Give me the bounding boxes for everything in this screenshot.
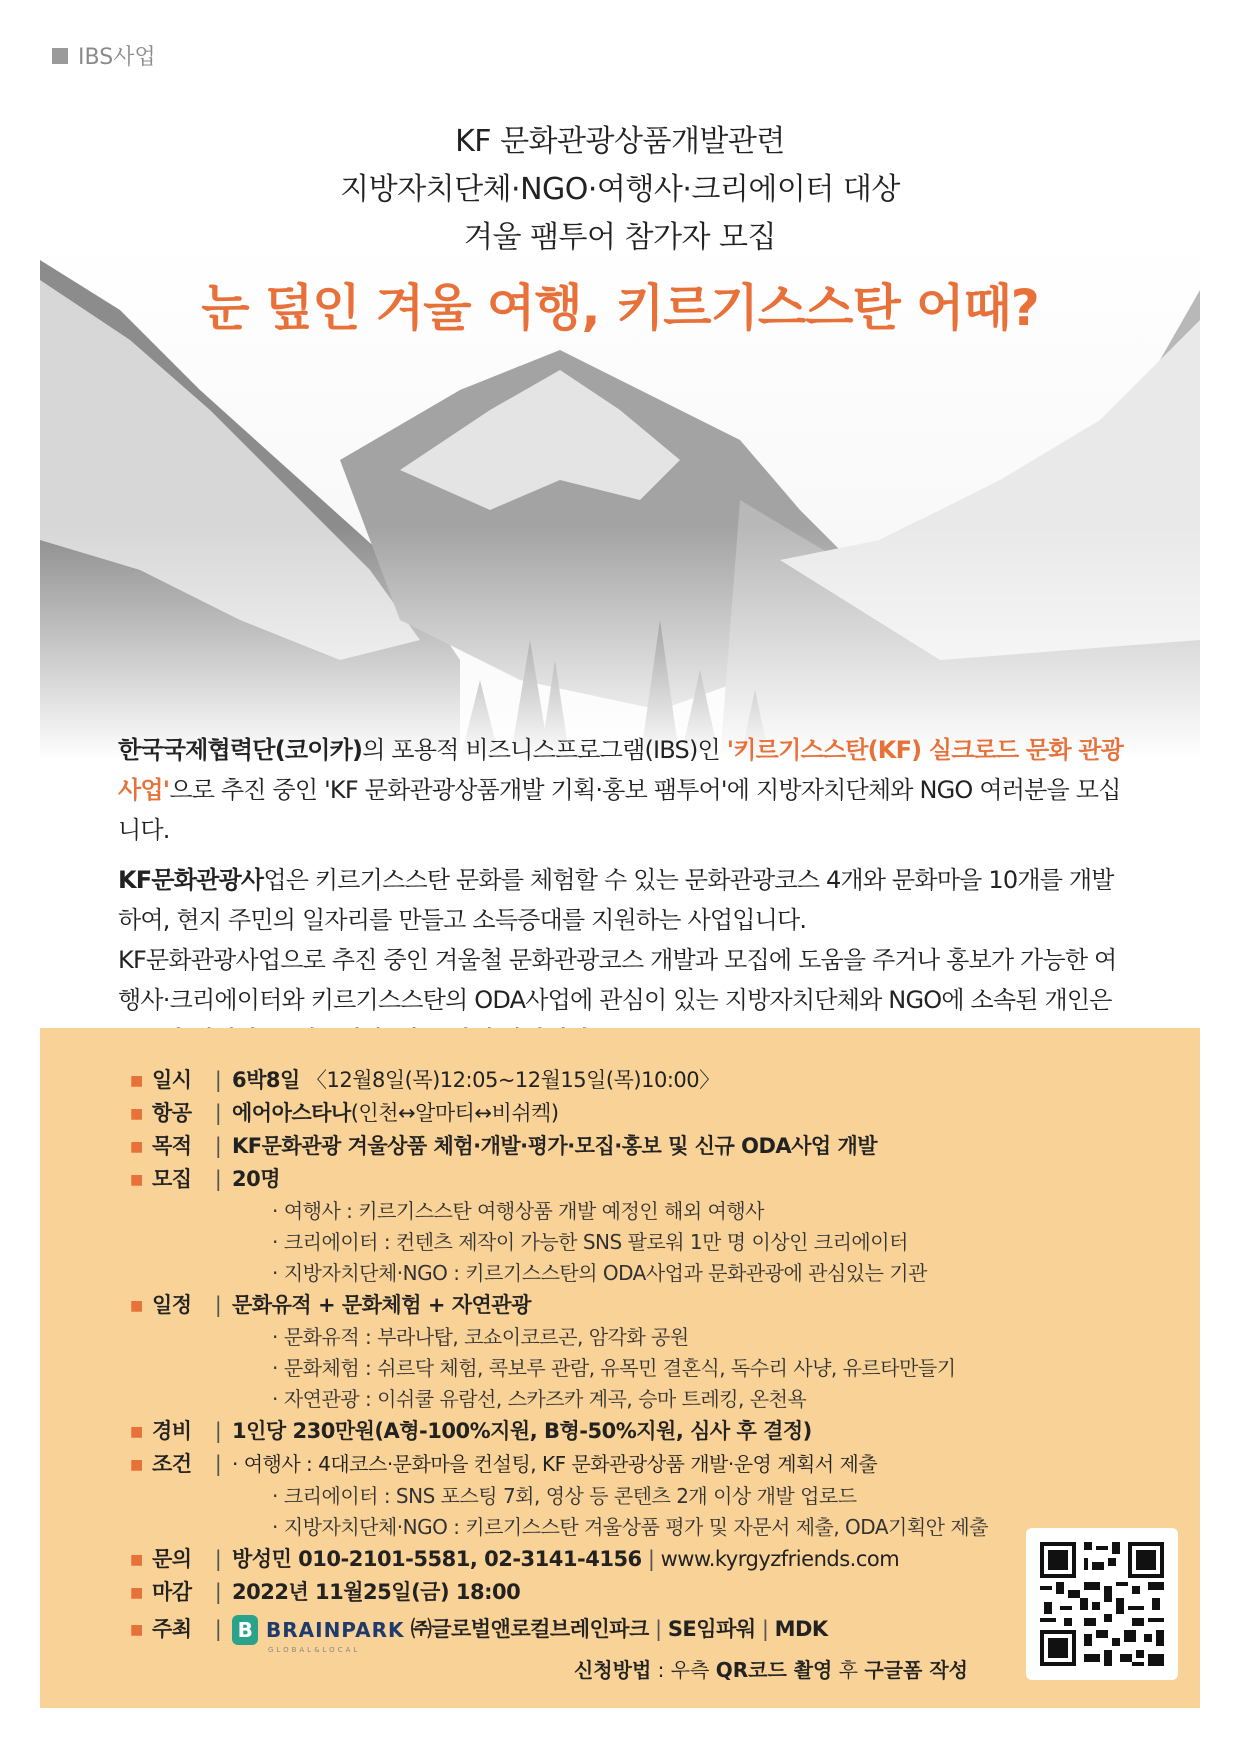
intro-text bbox=[118, 730, 1128, 1070]
bullet-icon: ■ bbox=[130, 1073, 143, 1089]
bullet-icon: ■ bbox=[130, 1552, 143, 1568]
qr-code[interactable] bbox=[1026, 1528, 1178, 1680]
list-item: · 크리에이터 : SNS 포스팅 7회, 영상 등 콘텐츠 2개 이상 개발 업로드 bbox=[272, 1484, 857, 1508]
list-item: · 크리에이터 : 컨텐츠 제작이 가능한 SNS 팔로워 1만 명 이상인 크리에이터 bbox=[272, 1230, 908, 1254]
website-link[interactable]: www.kyrgyzfriends.com bbox=[660, 1547, 900, 1571]
info-row-date: ■ 일시 | 6박8일 〈12월8일(목)12:05~12월15일(목)10:00〉 bbox=[130, 1064, 1030, 1097]
info-row-deadline: ■ 마감 | 2022년 11월25일(금) 18:00 bbox=[130, 1576, 1030, 1609]
bullet-icon: ■ bbox=[130, 1424, 143, 1440]
bullet-icon: ■ bbox=[130, 1172, 143, 1188]
schedule-subs bbox=[130, 1322, 1030, 1415]
apply-method: 신청방법 : 우측 QR코드 촬영 후 구글폼 작성 bbox=[573, 1658, 968, 1682]
category-label: IBS사업 bbox=[52, 40, 156, 71]
list-item: · 자연관광 : 이쉬쿨 유람선, 스카즈카 계곡, 승마 트레킹, 온천욕 bbox=[272, 1387, 807, 1411]
list-item: · 문화유적 : 부라나탑, 코쇼이코르곤, 암각화 공원 bbox=[272, 1325, 689, 1349]
brainpark-logo: B BRAINPARK bbox=[232, 1614, 405, 1646]
brainpark-logo-icon: B bbox=[232, 1615, 258, 1645]
info-row-flight: ■ 항공 | 에어아스타나(인천↔알마티↔비쉬켁) bbox=[130, 1097, 1030, 1130]
info-row-condition: ■ 조건 | · 여행사 : 4대코스·문화마을 컨설팅, KF 문화관광상품 개발·운영 계획서 제출 bbox=[130, 1448, 1030, 1481]
list-item: · 문화체험 : 쉬르닥 체험, 콕보루 관람, 유목민 결혼식, 독수리 사냥, 유르타만들기 bbox=[272, 1356, 956, 1380]
intro-paragraph-2: KF문화관광사업은 키르기스스탄 문화를 체험할 수 있는 문화관광코스 4개와 문화마을 10개를 개발하여, 현지 주민의 일자리를 만들고 소득증대를 지원하는 사업입니다. KF문화관광사업으로 추진 중인 겨울철 문화관광코스 개발과 모집에 도움을 주거나 홍보가 가능한 여행사·크리에이터와 키르기스스탄의 ODA사업에 관심이 있는 지방자치단체와 NGO에 소속된 개인은 bbox=[118, 866, 1117, 1014]
bullet-icon: ■ bbox=[130, 1298, 143, 1314]
bullet-icon: ■ bbox=[130, 1139, 143, 1155]
headline-line-1: KF 문화관광상품개발관련 bbox=[455, 124, 785, 159]
headline-line-3: 겨울 팸투어 참가자 모집 bbox=[464, 220, 776, 255]
condition-subs bbox=[130, 1481, 1030, 1543]
info-panel bbox=[40, 1028, 1200, 1708]
list-item: · 지방자치단체·NGO : 키르기스스탄의 ODA사업과 문화관광에 관심있는 기관 bbox=[272, 1261, 927, 1285]
intro-paragraph-1: 한국국제협력단(코이카)의 포용적 비즈니스프로그램(IBS)인 '키르기스스탄(KF) 실크로드 문화 관광 사업'으로 추진 중인 'KF 문화관광상품개발 기획·홍보 팸투어'에 지방자치단체와 NGO 여러분을 모십니다. bbox=[118, 736, 1124, 844]
list-item: · 여행사 : 키르기스스탄 여행상품 개발 예정인 해외 여행사 bbox=[272, 1199, 764, 1223]
info-row-schedule: ■ 일정 | 문화유적 + 문화체험 + 자연관광 bbox=[130, 1289, 1030, 1322]
bullet-icon: ■ bbox=[130, 1622, 143, 1638]
list-item: · 지방자치단체·NGO : 키르기스스탄 겨울상품 평가 및 자문서 제출, ODA기획안 제출 bbox=[272, 1515, 988, 1539]
bullet-icon: ■ bbox=[130, 1106, 143, 1122]
square-icon bbox=[52, 48, 68, 64]
recruit-subs bbox=[130, 1196, 1030, 1289]
main-title: 눈 덮인 겨울 여행, 키르기스스탄 어때? bbox=[201, 279, 1039, 337]
bullet-icon: ■ bbox=[130, 1457, 143, 1473]
qr-code-icon bbox=[1036, 1538, 1168, 1670]
info-row-cost: ■ 경비 | 1인당 230만원(A형-100%지원, B형-50%지원, 심사 후 결정) bbox=[130, 1415, 1030, 1448]
info-row-purpose: ■ 목적 | KF문화관광 겨울상품 체험·개발·평가·모집·홍보 및 신규 ODA사업 개발 bbox=[130, 1130, 1030, 1163]
headline bbox=[0, 118, 1240, 340]
info-row-contact: ■ 문의 | 방성민 010-2101-5581, 02-3141-4156 | www.kyrgyzfriends.com bbox=[130, 1543, 1030, 1576]
info-row-recruit: ■ 모집 | 20명 bbox=[130, 1163, 1030, 1196]
headline-line-2: 지방자치단체·NGO·여행사·크리에이터 대상 bbox=[340, 172, 900, 207]
bullet-icon: ■ bbox=[130, 1585, 143, 1601]
info-row-host: ■ 주최 | B BRAINPARK ㈜글로벌앤로컬브레인파크 | SE임파워 | MDK GLOBAL&LOCAL bbox=[130, 1613, 1030, 1654]
